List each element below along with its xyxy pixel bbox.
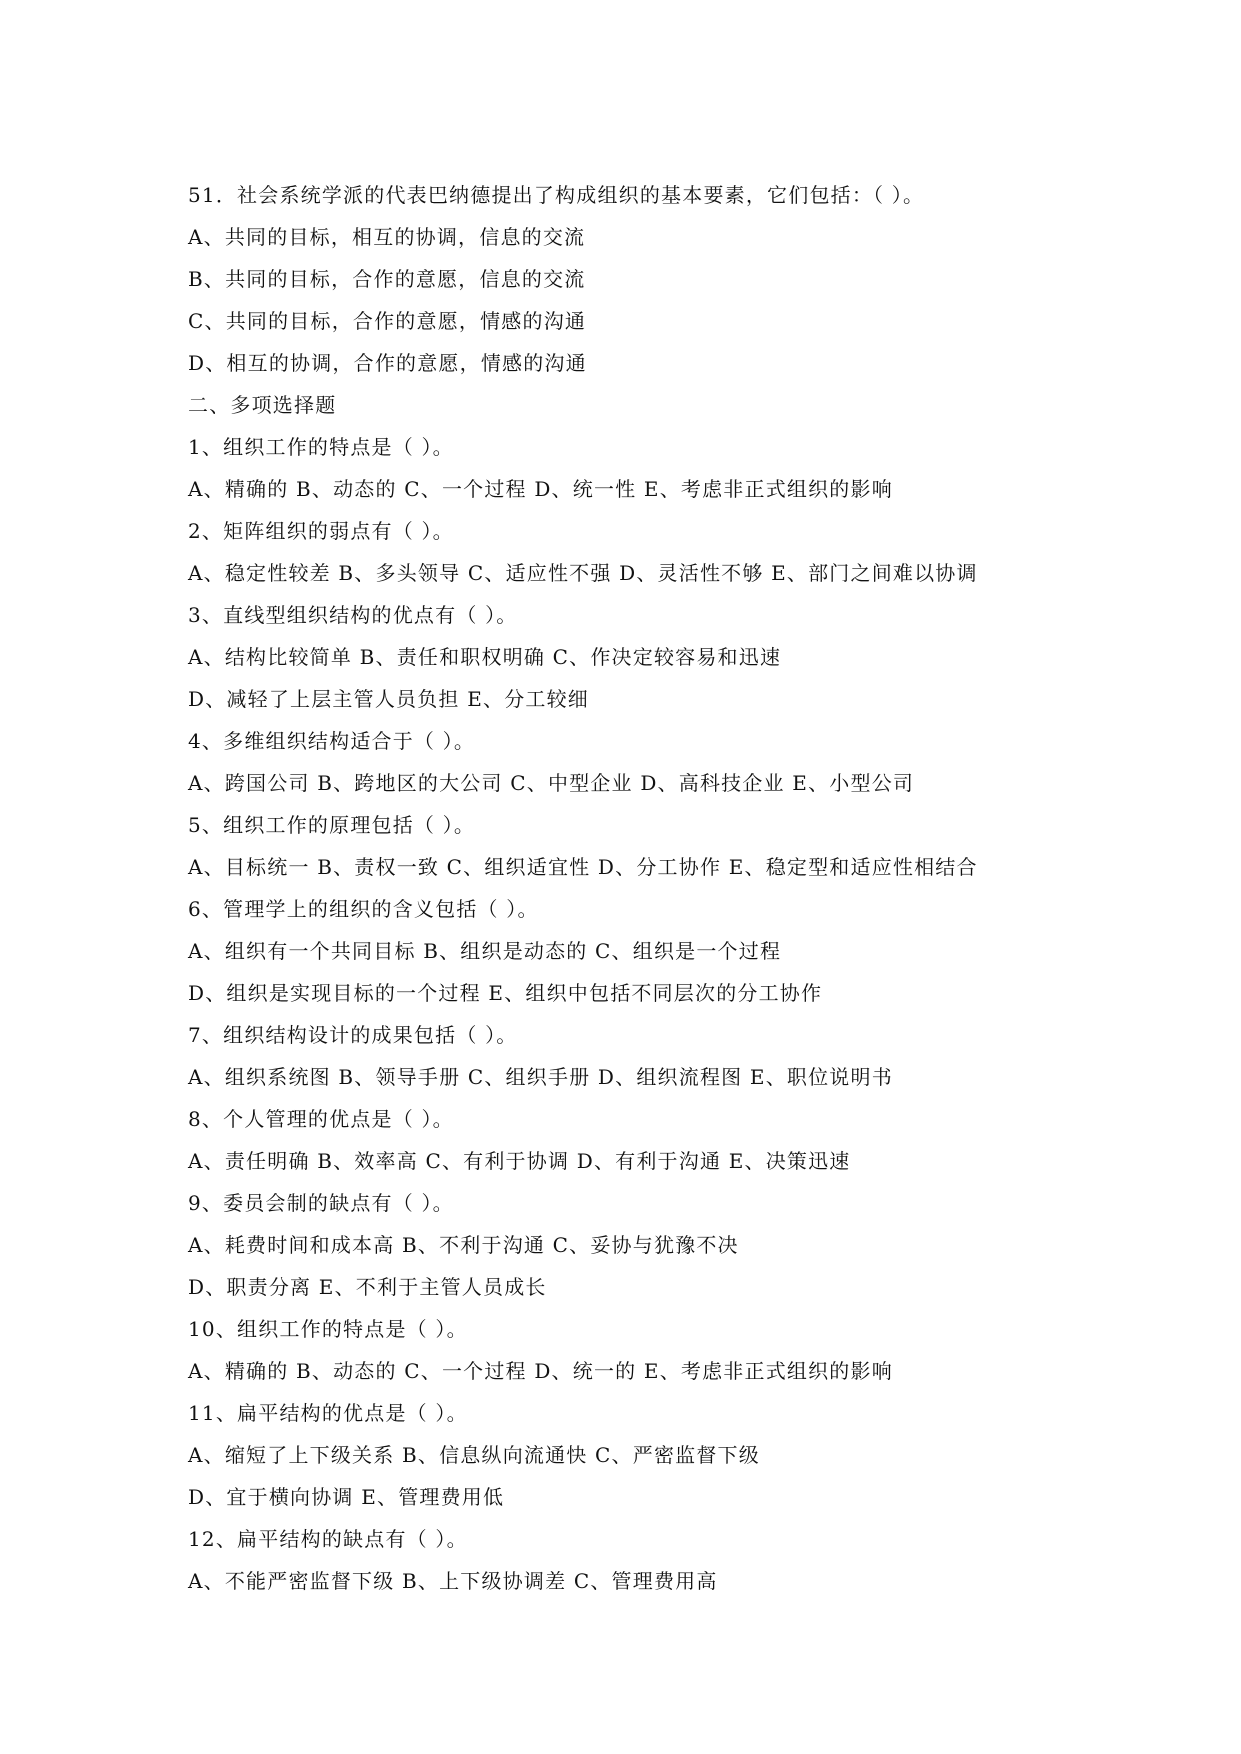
question-12: 12、扁平结构的缺点有（ ）。 bbox=[188, 1527, 468, 1551]
question-10: 10、组织工作的特点是（ ）。 bbox=[188, 1317, 468, 1341]
option-line: B、共同的目标，合作的意愿，信息的交流 bbox=[188, 267, 586, 291]
question-6: 6、管理学上的组织的含义包括（ ）。 bbox=[188, 897, 539, 921]
option-line: D、组织是实现目标的一个过程 E、组织中包括不同层次的分工协作 bbox=[188, 981, 823, 1005]
question-7: 7、组织结构设计的成果包括（ ）。 bbox=[188, 1023, 518, 1047]
question-11: 11、扁平结构的优点是（ ）。 bbox=[188, 1401, 468, 1425]
document-body bbox=[188, 174, 1088, 1602]
option-line: D、职责分离 E、不利于主管人员成长 bbox=[188, 1275, 547, 1299]
question-8: 8、个人管理的优点是（ ）。 bbox=[188, 1107, 454, 1131]
option-line: A、缩短了上下级关系 B、信息纵向流通快 C、严密监督下级 bbox=[188, 1443, 760, 1467]
question-4: 4、多维组织结构适合于（ ）。 bbox=[188, 729, 476, 753]
option-line: A、跨国公司 B、跨地区的大公司 C、中型企业 D、高科技企业 E、小型公司 bbox=[188, 771, 915, 795]
option-line: A、结构比较简单 B、责任和职权明确 C、作决定较容易和迅速 bbox=[188, 645, 782, 669]
option-line: D、宜于横向协调 E、管理费用低 bbox=[188, 1485, 505, 1509]
option-line: D、减轻了上层主管人员负担 E、分工较细 bbox=[188, 687, 589, 711]
section-heading: 二、多项选择题 bbox=[188, 393, 337, 417]
question-3: 3、直线型组织结构的优点有（ ）。 bbox=[188, 603, 518, 627]
option-line: A、组织有一个共同目标 B、组织是动态的 C、组织是一个过程 bbox=[188, 939, 782, 963]
option-line: A、精确的 B、动态的 C、一个过程 D、统一的 E、考虑非正式组织的影响 bbox=[188, 1359, 893, 1383]
question-2: 2、矩阵组织的弱点有（ ）。 bbox=[188, 519, 454, 543]
option-line: A、组织系统图 B、领导手册 C、组织手册 D、组织流程图 E、职位说明书 bbox=[188, 1065, 893, 1089]
option-line: A、责任明确 B、效率高 C、有利于协调 D、有利于沟通 E、决策迅速 bbox=[188, 1149, 851, 1173]
option-line: C、共同的目标，合作的意愿，情感的沟通 bbox=[188, 309, 587, 333]
option-line: A、不能严密监督下级 B、上下级协调差 C、管理费用高 bbox=[188, 1569, 718, 1593]
option-line: D、相互的协调，合作的意愿，情感的沟通 bbox=[188, 351, 587, 375]
question-9: 9、委员会制的缺点有（ ）。 bbox=[188, 1191, 454, 1215]
question-51: 51．社会系统学派的代表巴纳德提出了构成组织的基本要素，它们包括：（ ）。 bbox=[188, 183, 925, 207]
option-line: A、目标统一 B、责权一致 C、组织适宜性 D、分工协作 E、稳定型和适应性相结合 bbox=[188, 855, 978, 879]
question-5: 5、组织工作的原理包括（ ）。 bbox=[188, 813, 476, 837]
question-1: 1、组织工作的特点是（ ）。 bbox=[188, 435, 454, 459]
option-line: A、共同的目标，相互的协调，信息的交流 bbox=[188, 225, 586, 249]
option-line: A、稳定性较差 B、多头领导 C、适应性不强 D、灵活性不够 E、部门之间难以协调 bbox=[188, 561, 978, 585]
option-line: A、精确的 B、动态的 C、一个过程 D、统一性 E、考虑非正式组织的影响 bbox=[188, 477, 893, 501]
option-line: A、耗费时间和成本高 B、不利于沟通 C、妥协与犹豫不决 bbox=[188, 1233, 739, 1257]
